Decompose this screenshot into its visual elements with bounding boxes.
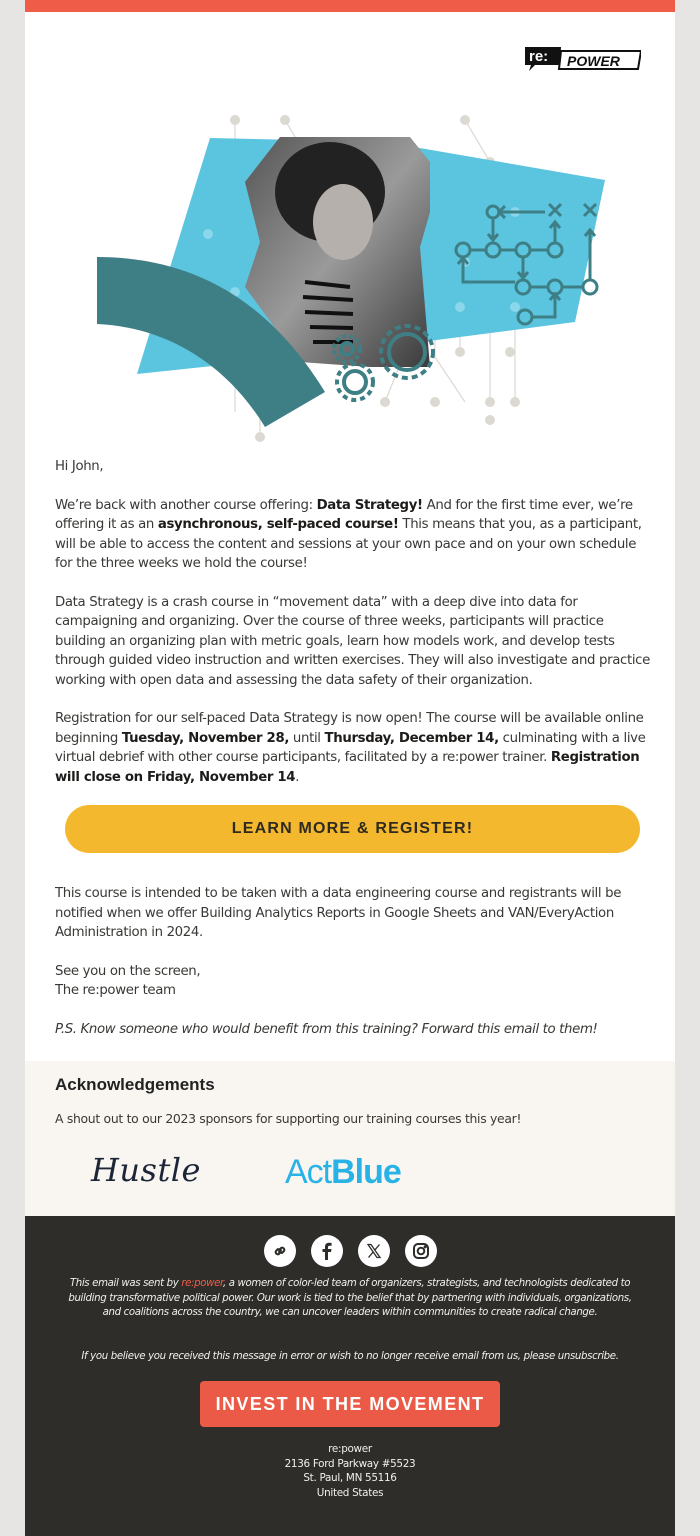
email-main <box>25 12 675 1061</box>
acknowledgements-section <box>25 1061 675 1216</box>
top-accent-bar <box>25 0 675 12</box>
paragraph-description: Data Strategy is a crash course in “movement data” with a deep dive into data for campaigning and organizing. Over the course of three weeks, participants will practice building an organizing plan with metric goals, learn how models work, and develop tests through guided video instruction and written exercises. They will also investigate and practice working with open data and assessing the data safety of their organization. <box>55 594 650 688</box>
hero-illustration <box>85 102 605 452</box>
acknowledgements-title: Acknowledgements <box>55 1075 215 1094</box>
learn-more-register-button[interactable]: LEARN MORE & REGISTER! <box>65 805 640 853</box>
logo-right-text: POWER <box>567 53 620 69</box>
social-links <box>25 1235 675 1267</box>
instagram-icon[interactable] <box>405 1235 437 1267</box>
greeting: Hi John, <box>55 459 104 474</box>
repower-link[interactable]: re:power <box>181 1278 223 1289</box>
x-twitter-icon[interactable] <box>358 1235 390 1267</box>
footer-about-text: This email was sent by re:power, a women of color-led team of organizers, strategists, and technologists dedicated to building transformative political power. Our work is tied to the belief that by partnering with individuals, organizations, and coalitions across the country, we can uncover leaders within communities to create radical change. <box>68 1278 632 1318</box>
postscript: P.S. Know someone who would benefit from this training? Forward this email to them! <box>55 1021 598 1037</box>
footer <box>25 1216 675 1536</box>
address-line1: 2136 Ford Parkway #5523 <box>284 1457 416 1470</box>
paragraph-followup: This course is intended to be taken with a data engineering course and registrants will be notified when we offer Building Analytics Reports in Google Sheets and VAN/EveryAction Administration in 2024. <box>55 886 622 940</box>
paragraph-intro: We’re back with another course offering: Data Strategy! And for the first time ever, we’re offering it as an asynchronous, self-paced course! This means that you, as a participant, will be able to access the content and sessions at your own pace and on your own schedule for the three weeks we hold the course! <box>55 497 642 571</box>
logo-left-text: re: <box>529 48 549 65</box>
address-org: re:power <box>328 1443 372 1455</box>
facebook-icon[interactable] <box>311 1235 343 1267</box>
address-country: United States <box>316 1486 384 1499</box>
mailing-address <box>25 1442 675 1500</box>
email-body <box>55 457 650 1058</box>
invest-in-movement-button[interactable]: INVEST IN THE MOVEMENT <box>200 1381 500 1427</box>
address-line2: St. Paul, MN 55116 <box>303 1472 397 1485</box>
repower-logo[interactable] <box>525 45 641 71</box>
acknowledgements-subtitle: A shout out to our 2023 sponsors for supporting our training courses this year! <box>55 1111 522 1126</box>
unsubscribe-text[interactable]: If you believe you received this message in error or wish to no longer receive email from us, please unsubscribe. <box>81 1351 619 1362</box>
paragraph-registration: Registration for our self-paced Data Strategy is now open! The course will be available online beginning Tuesday, November 28, until Thursday, December 14, culminating with a live virtual debrief with other course participants, facilitated by a re:power trainer. Registration will close on Friday, November 14. <box>55 711 646 785</box>
sponsor-logo-actblue[interactable]: ActBlue <box>285 1153 401 1191</box>
signoff: See you on the screen, The re:power team <box>55 963 201 998</box>
link-icon[interactable] <box>264 1235 296 1267</box>
sponsor-logo-hustle[interactable]: Hustle <box>91 1151 201 1189</box>
email-container <box>25 0 675 1536</box>
